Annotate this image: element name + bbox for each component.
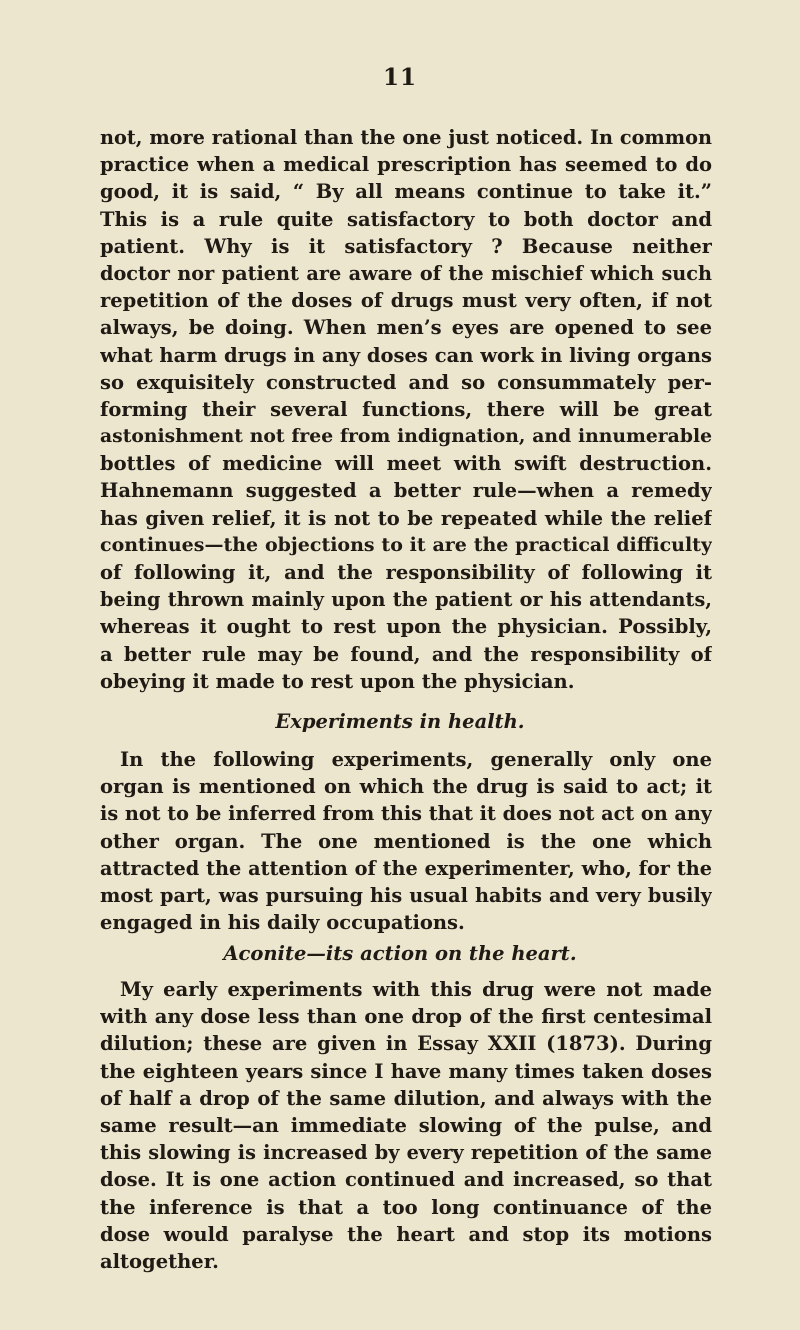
page-number: 11	[382, 64, 417, 91]
text-line: dilution; these are given in Essay XXII (1873). During	[100, 1032, 712, 1056]
text-line: engaged in his daily occupations.	[100, 911, 465, 935]
text-line: same result—an immediate slowing of the pulse, and	[100, 1113, 712, 1137]
text-line: good, it is said, “ By all means continue to take it.”	[100, 180, 712, 204]
section-heading-aconite: Aconite—its action on the heart.	[223, 942, 577, 965]
text-line: dose. It is one action continued and increased, so that	[100, 1168, 712, 1192]
text-line: of half a drop of the same dilution, and always with the	[100, 1086, 712, 1110]
text-line: continues—the objections to it are the practical difficulty	[100, 533, 712, 556]
paragraph-3	[100, 976, 712, 1275]
text-line: with any dose less than one drop of the first centesimal	[100, 1005, 712, 1029]
text-line: has given relief, it is not to be repeated while the relief	[100, 506, 712, 530]
text-line: astonishment not free from indignation, and innumerable	[100, 425, 712, 448]
text-line: organ is mentioned on which the drug is said to act; it	[100, 775, 712, 799]
section-heading-experiments: Experiments in health.	[275, 710, 525, 733]
paragraph-1	[100, 124, 712, 695]
text-line: forming their several functions, there will be great	[100, 397, 712, 421]
text-line: bottles of medicine will meet with swift destruction.	[100, 452, 712, 476]
text-line: attracted the attention of the experimenter, who, for the	[100, 856, 712, 880]
text-line: the inference is that a too long continuance of the	[100, 1195, 712, 1219]
text-line: always, be doing. When men’s eyes are opened to see	[100, 316, 712, 340]
text-line: This is a rule quite satisfactory to both doctor and	[100, 207, 712, 231]
text-line: a better rule may be found, and the responsibility of	[100, 642, 712, 666]
text-line: My early experiments with this drug were not made	[120, 978, 712, 1001]
text-line: whereas it ought to rest upon the physician. Possibly,	[100, 615, 712, 639]
text-line: practice when a medical prescription has seemed to do	[100, 153, 712, 177]
text-line: is not to be inferred from this that it does not act on any	[100, 802, 712, 826]
text-line: the eighteen years since I have many times taken doses	[100, 1059, 712, 1083]
text-line: obeying it made to rest upon the physician.	[100, 669, 575, 693]
text-line: of following it, and the responsibility of following it	[100, 561, 712, 584]
text-line: what harm drugs in any doses can work in living organs	[100, 343, 712, 367]
text-line: patient. Why is it satisfactory ? Because neither	[100, 234, 712, 258]
text-line: so exquisitely constructed and so consummately per-	[100, 370, 712, 394]
text-line: most part, was pursuing his usual habits and very busily	[100, 883, 712, 907]
text-line: other organ. The one mentioned is the one which	[100, 829, 712, 853]
paragraph-2	[100, 746, 712, 936]
text-line: Hahnemann suggested a better rule—when a remedy	[100, 479, 712, 503]
text-line: dose would paralyse the heart and stop its motions	[100, 1222, 712, 1246]
text-line: being thrown mainly upon the patient or his attendants,	[100, 588, 712, 612]
text-line: this slowing is increased by every repetition of the same	[100, 1141, 712, 1165]
text-line: repetition of the doses of drugs must very often, if not	[100, 289, 712, 313]
text-line: doctor nor patient are aware of the mischief which such	[100, 261, 712, 285]
text-line: not, more rational than the one just noticed. In common	[100, 126, 712, 149]
text-line: In the following experiments, generally only one	[120, 748, 712, 771]
text-line: altogether.	[100, 1249, 219, 1273]
